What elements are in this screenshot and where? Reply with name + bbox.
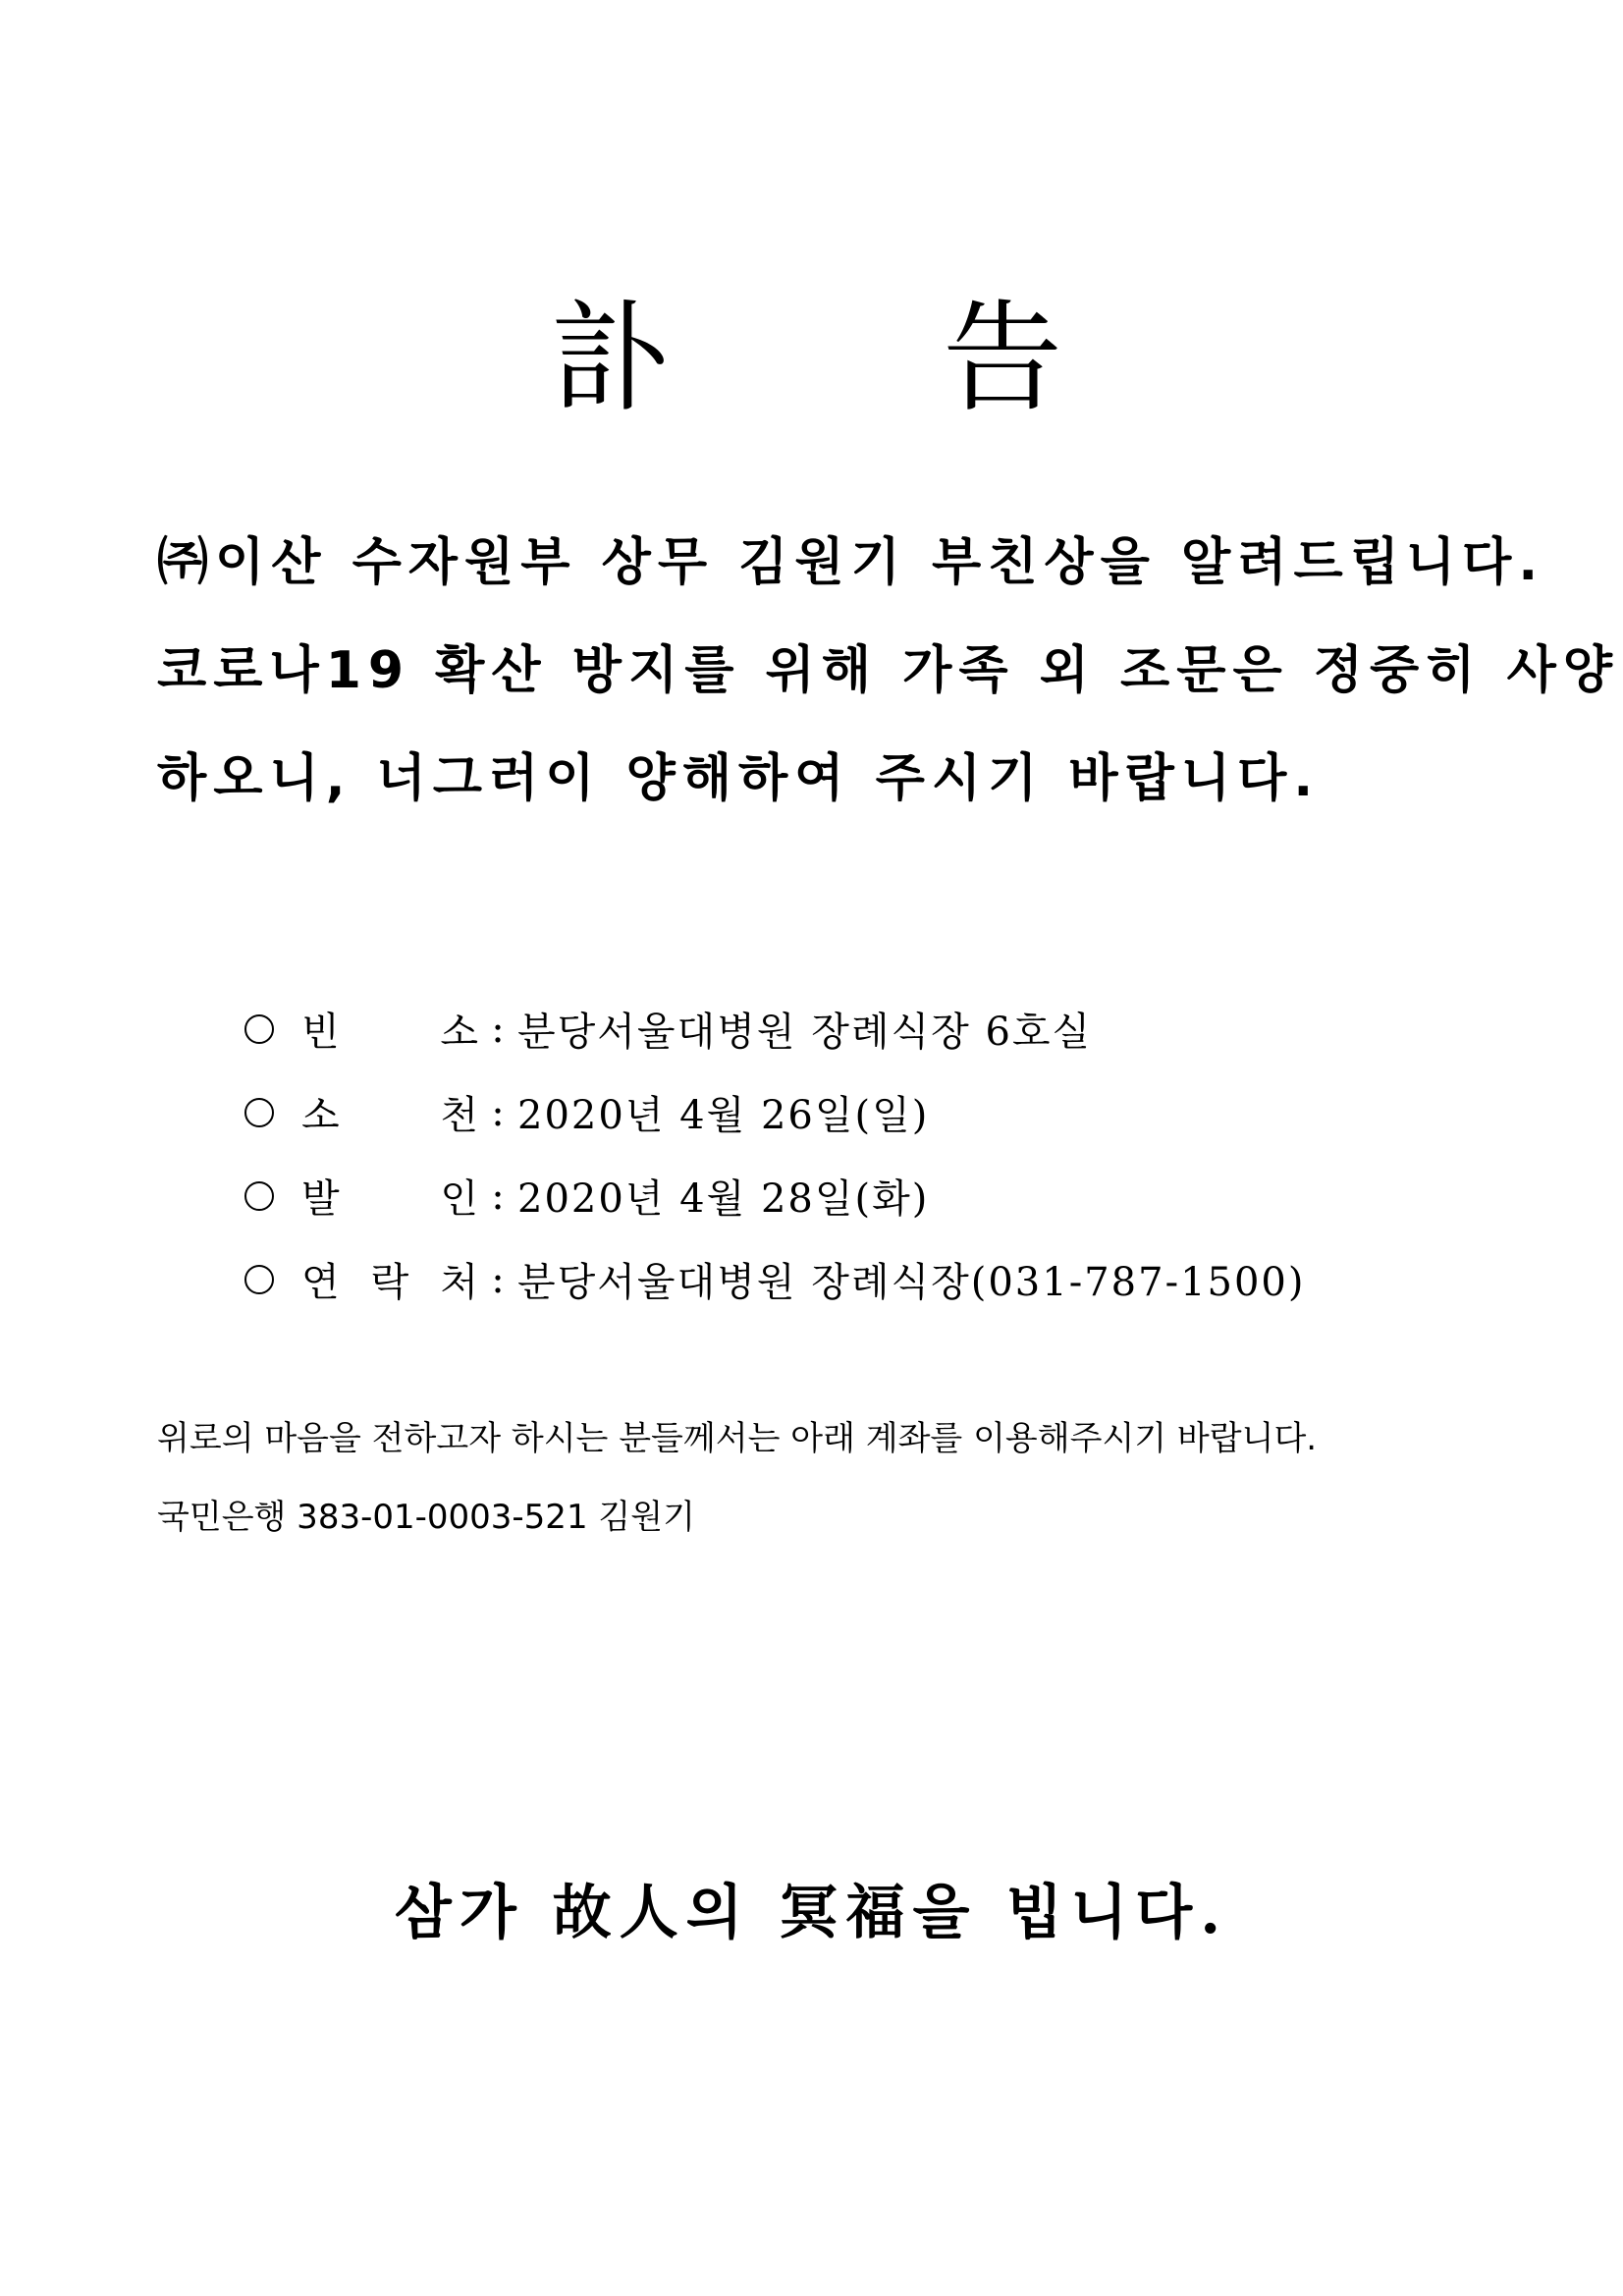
detail-label-char: 인	[440, 1176, 478, 1222]
detail-label	[301, 1084, 478, 1140]
detail-label-char: 연	[301, 1260, 340, 1305]
circle-bullet-icon	[244, 1181, 274, 1211]
detail-label-char: 빈	[301, 1010, 340, 1055]
detail-colon: :	[491, 1256, 505, 1302]
detail-value: 분당서울대병원 장례식장 6호실	[517, 1010, 1093, 1055]
detail-value: 2020년 4월 28일(화)	[517, 1176, 930, 1222]
detail-label-char: 발	[301, 1176, 340, 1222]
circle-bullet-icon	[244, 1014, 274, 1044]
detail-label	[301, 1251, 478, 1307]
detail-colon: :	[491, 1006, 505, 1052]
detail-value: 2020년 4월 26일(일)	[517, 1093, 930, 1138]
detail-row-funeral-hall	[241, 987, 1517, 1070]
intro-paragraph	[157, 509, 1620, 833]
detail-label	[301, 1168, 478, 1224]
detail-label-char: 소	[301, 1093, 340, 1138]
detail-label-char: 처	[440, 1260, 478, 1305]
detail-row-contact	[241, 1237, 1517, 1321]
detail-label	[301, 1001, 478, 1057]
document-title	[0, 285, 1623, 432]
detail-row-death-date	[241, 1070, 1517, 1154]
intro-line: 하오니, 너그러이 양해하여 주시기 바랍니다.	[157, 749, 1321, 808]
intro-line: 코로나19 확산 방지를 위해 가족 외 조문은 정중히 사양	[157, 641, 1620, 700]
title-char-obituary-1: 訃	[550, 289, 670, 428]
condolence-account-section	[157, 1399, 1532, 1557]
detail-colon: :	[491, 1173, 505, 1219]
bank-account-line: 국민은행 383-01-0003-521 김원기	[157, 1498, 695, 1537]
circle-bullet-icon	[244, 1265, 274, 1294]
intro-line: ㈜이산 수자원부 상무 김원기 부친상을 알려드립니다.	[157, 533, 1545, 592]
circle-bullet-icon	[244, 1098, 274, 1127]
title-char-obituary-2: 告	[943, 289, 1062, 428]
detail-label-char: 소	[440, 1010, 478, 1055]
detail-value: 분당서울대병원 장례식장(031-787-1500)	[517, 1260, 1306, 1305]
detail-row-burial-date	[241, 1154, 1517, 1237]
account-notice: 위로의 마음을 전하고자 하시는 분들께서는 아래 계좌를 이용해주시기 바랍니다.	[157, 1419, 1318, 1458]
funeral-details-list	[241, 987, 1517, 1321]
detail-label-char: 천	[440, 1093, 478, 1138]
closing-message: 삼가 故人의 冥福을 빕니다.	[394, 1879, 1229, 1947]
detail-colon: :	[491, 1089, 505, 1135]
detail-label-char: 락	[370, 1260, 409, 1305]
